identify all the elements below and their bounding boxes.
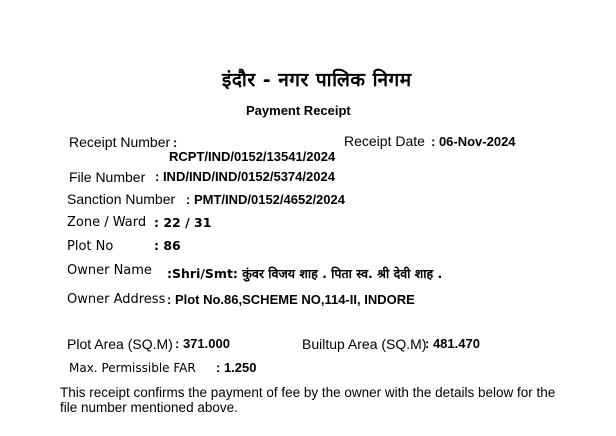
zone-ward-label: Zone / Ward — [67, 215, 147, 230]
sanction-number-value: : PMT/IND/0152/4652/2024 — [186, 192, 345, 207]
receipt-date-label: Receipt Date — [344, 133, 425, 149]
owner-address-label: Owner Address — [67, 292, 166, 307]
page-title: इंदौर - नगर पालिक निगम — [222, 69, 412, 91]
owner-address-value: : Plot No.86,SCHEME NO,114-II, INDORE — [167, 292, 415, 307]
receipt-number-label: Receipt Number — [69, 134, 171, 150]
builtup-area-value: : 481.470 — [425, 336, 480, 351]
plot-no-label: Plot No — [67, 239, 114, 254]
zone-ward-value: : 22 / 31 — [154, 215, 212, 230]
plot-area-value: : 371.000 — [175, 336, 230, 351]
max-far-label: Max. Permissible FAR — [69, 361, 196, 375]
receipt-number-value: RCPT/IND/0152/13541/2024 — [169, 149, 336, 164]
owner-name-value: :Shri/Smt: कुंवर विजय शाह . पिता स्व. श्री देवी शाह . — [167, 266, 443, 281]
plot-area-label: Plot Area (SQ.M) — [67, 336, 173, 352]
confirmation-text: This receipt confirms the payment of fee by the owner with the details below for the file number mentioned above. — [60, 385, 556, 415]
plot-no-value: : 86 — [154, 238, 181, 253]
file-number-label: File Number — [69, 169, 146, 185]
receipt-number-colon: : — [173, 135, 178, 150]
max-far-value: : 1.250 — [216, 360, 257, 375]
receipt-date-value: : 06-Nov-2024 — [431, 134, 516, 149]
sanction-number-label: Sanction Number — [67, 191, 176, 207]
file-number-value: : IND/IND/IND/0152/5374/2024 — [155, 169, 335, 184]
receipt-subtitle: Payment Receipt — [246, 103, 351, 118]
owner-name-label: Owner Name — [67, 263, 152, 278]
builtup-area-label: Builtup Area (SQ.M) — [302, 336, 427, 352]
